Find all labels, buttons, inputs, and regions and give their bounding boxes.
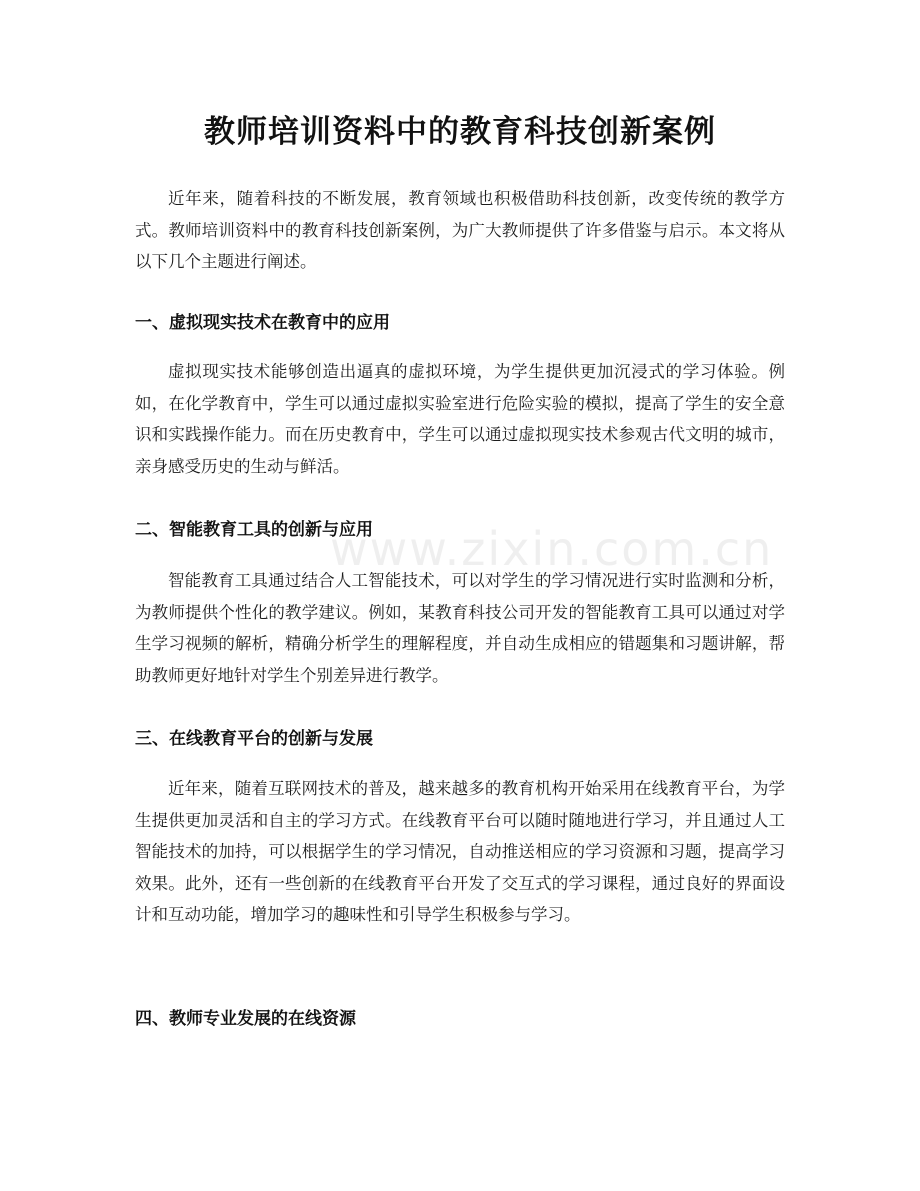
section-heading-1: 一、虚拟现实技术在教育中的应用 [135,313,390,333]
section-body-3: 近年来，随着互联网技术的普及，越来越多的教育机构开始采用在线教育平台，为学生提供更加灵活和自主的学习方式。在线教育平台可以随时随地进行学习，并且通过人工智能技术的加持，可以根据学生的学习情况，自动推送相应的学习资源和习题，提高学习效果。此外，还有一些创新的在线教育平台开发了交互式的学习课程，通过良好的界面设计和互动功能，增加学习的趣味性和引导学生积极参与学习。 [135,779,785,924]
page-title: 教师培训资料中的教育科技创新案例 [204,114,716,150]
section-heading-3: 三、在线教育平台的创新与发展 [135,729,373,749]
intro-paragraph: 近年来，随着科技的不断发展，教育领域也积极借助科技创新，改变传统的教学方式。教师培训资料中的教育科技创新案例，为广大教师提供了许多借鉴与启示。本文将从以下几个主题进行阐述。 [135,189,785,271]
watermark: www.zixin.com.cn [330,522,774,576]
section-heading-4: 四、教师专业发展的在线资源 [135,1009,356,1029]
section-heading-2: 二、智能教育工具的创新与应用 [135,520,373,540]
section-body-1: 虚拟现实技术能够创造出逼真的虚拟环境，为学生提供更加沉浸式的学习体验。例如，在化学教育中，学生可以通过虚拟实验室进行危险实验的模拟，提高了学生的安全意识和实践操作能力。而在历史教育中，学生可以通过虚拟现实技术参观古代文明的城市，亲身感受历史的生动与鲜活。 [135,362,785,476]
section-body-2: 智能教育工具通过结合人工智能技术，可以对学生的学习情况进行实时监测和分析，为教师提供个性化的教学建议。例如，某教育科技公司开发的智能教育工具可以通过对学生学习视频的解析，精确分析学生的理解程度，并自动生成相应的错题集和习题讲解，帮助教师更好地针对学生个别差异进行教学。 [135,571,785,685]
